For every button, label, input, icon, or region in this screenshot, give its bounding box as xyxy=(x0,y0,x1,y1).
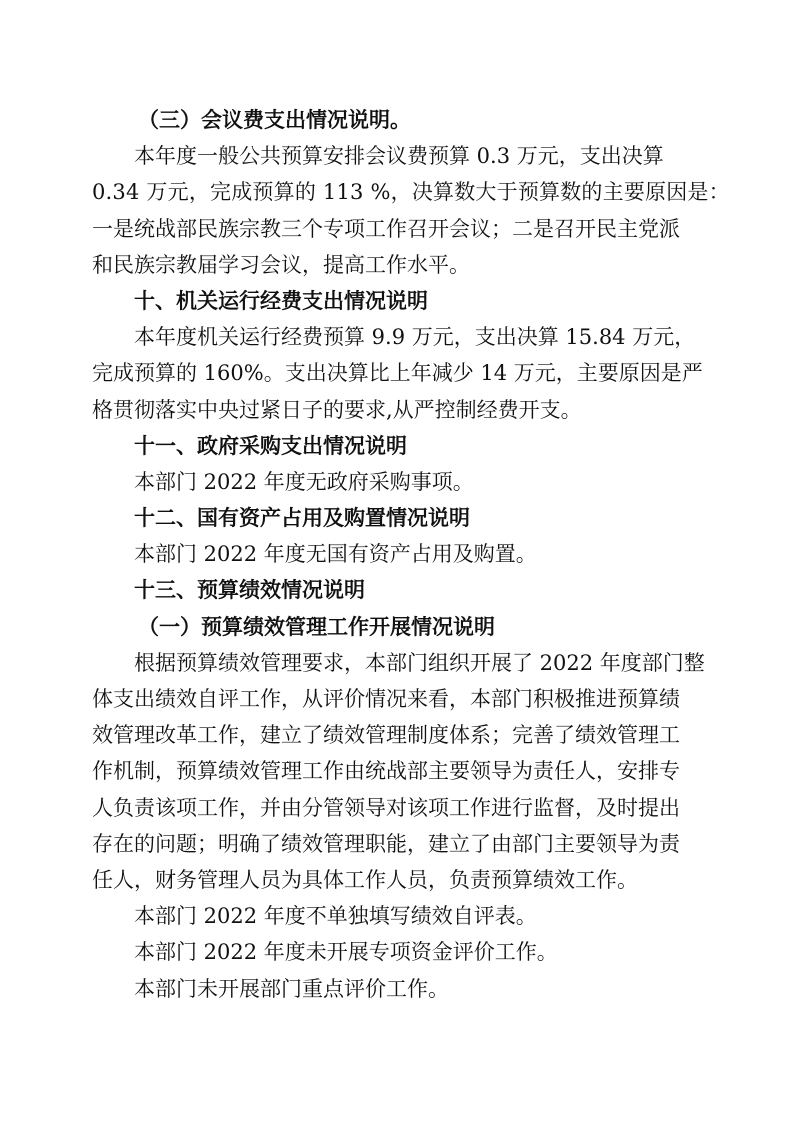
document-body xyxy=(92,102,730,1007)
paragraph-line: 根据预算绩效管理要求，本部门组织开展了 2022 年度部门整 xyxy=(134,650,705,675)
section-heading-10: 十、机关运行经费支出情况说明 xyxy=(134,287,428,313)
section-heading-performance-mgmt: （一）预算绩效管理工作开展情况说明 xyxy=(138,613,495,639)
paragraph-line: 人负责该项工作，并由分管领导对该项工作进行监督，及时提出 xyxy=(92,795,680,820)
paragraph-line: 格贯彻落实中央过紧日子的要求,从严控制经费开支。 xyxy=(92,397,582,422)
paragraph-line: 0.34 万元，完成预算的 113 %，决算数大于预算数的主要原因是： xyxy=(92,180,730,205)
section-heading-13: 十三、预算绩效情况说明 xyxy=(134,577,365,603)
paragraph-line: 作机制，预算绩效管理工作由统战部主要领导为责任人，安排专 xyxy=(92,759,680,784)
paragraph-line: 一是统战部民族宗教三个专项工作召开会议；二是召开民主党派 xyxy=(92,216,680,241)
paragraph-line: 任人，财务管理人员为具体工作人员，负责预算绩效工作。 xyxy=(92,867,638,892)
paragraph-line: 本部门 2022 年度无政府采购事项。 xyxy=(134,469,474,494)
paragraph-line: 本部门未开展部门重点评价工作。 xyxy=(134,976,449,1001)
paragraph-line: 本部门 2022 年度未开展专项资金评价工作。 xyxy=(134,940,558,965)
paragraph-line: 效管理改革工作，建立了绩效管理制度体系；完善了绩效管理工 xyxy=(92,723,680,748)
paragraph-line: 存在的问题；明确了绩效管理职能，建立了由部门主要领导为责 xyxy=(92,831,680,856)
section-heading-11: 十一、政府采购支出情况说明 xyxy=(134,432,407,458)
section-heading-12: 十二、国有资产占用及购置情况说明 xyxy=(134,505,470,531)
paragraph-line: 完成预算的 160%。支出决算比上年减少 14 万元，主要原因是严 xyxy=(92,361,703,386)
paragraph-line: 和民族宗教届学习会议，提高工作水平。 xyxy=(92,252,470,277)
paragraph-line: 本部门 2022 年度不单独填写绩效自评表。 xyxy=(134,904,537,929)
section-heading-meeting-fees: （三）会议费支出情况说明。 xyxy=(138,107,411,132)
paragraph-line: 本年度一般公共预算安排会议费预算 0.3 万元，支出决算 xyxy=(134,144,664,169)
paragraph-line: 本部门 2022 年度无国有资产占用及购置。 xyxy=(134,542,537,567)
paragraph-line: 本年度机关运行经费预算 9.9 万元，支出决算 15.84 万元， xyxy=(134,325,696,350)
paragraph-line: 体支出绩效自评工作，从评价情况来看，本部门积极推进预算绩 xyxy=(92,687,680,711)
